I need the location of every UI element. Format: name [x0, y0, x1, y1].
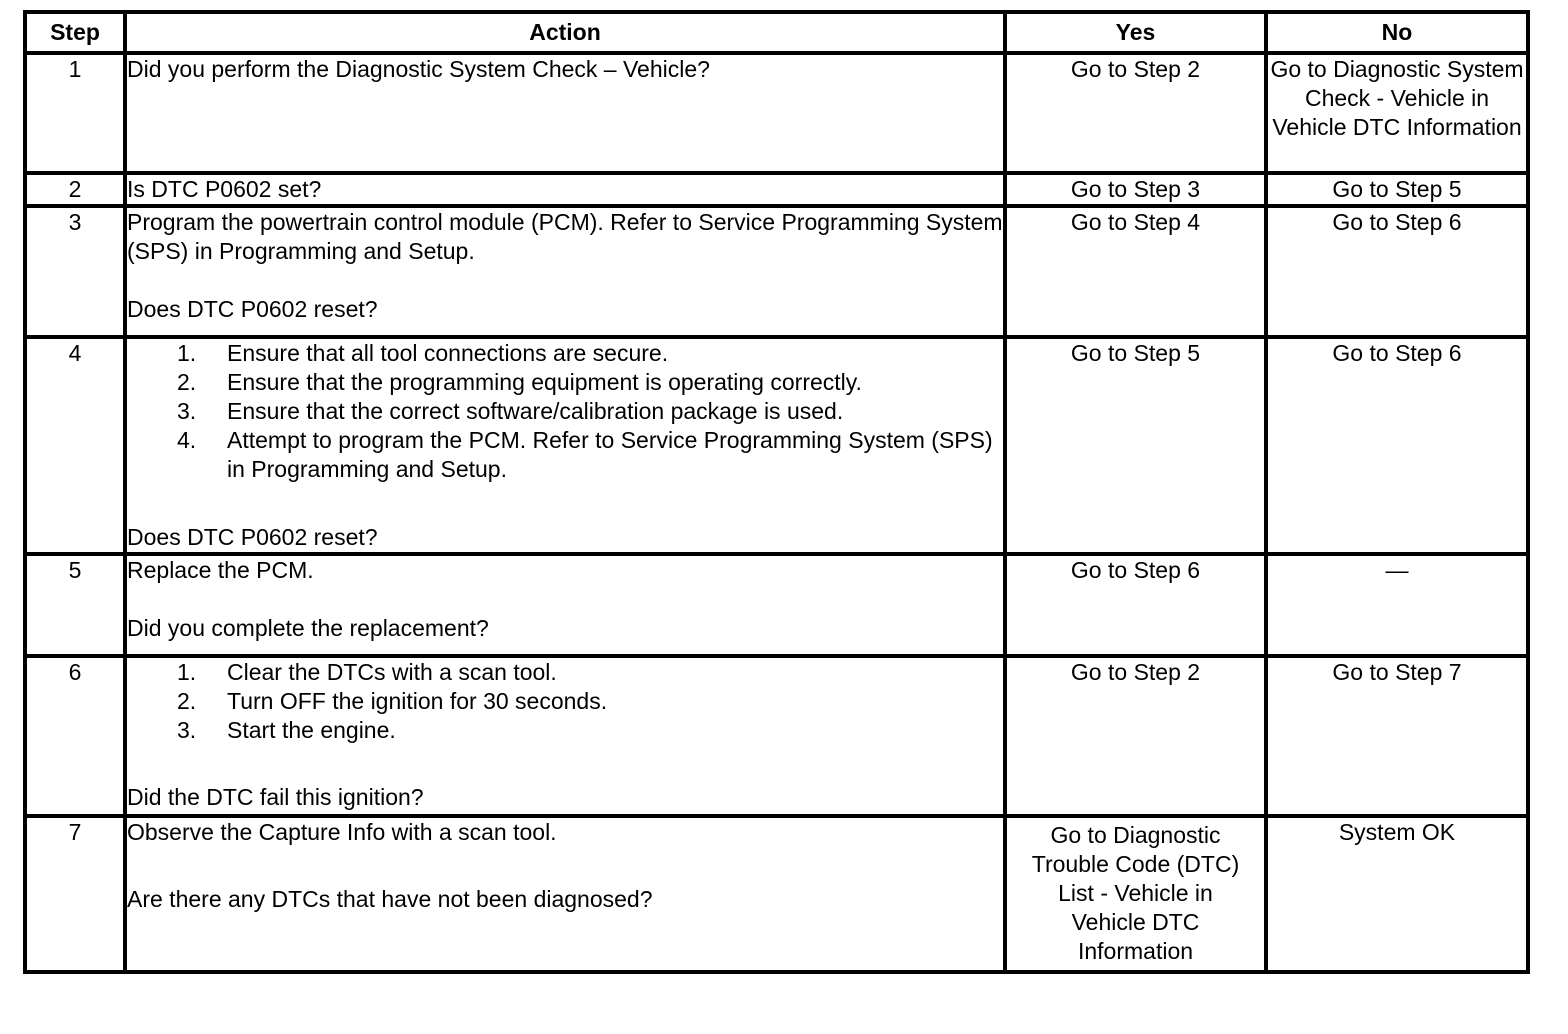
no-cell: Go to Step 5 — [1266, 173, 1528, 206]
table-row — [25, 554, 1528, 656]
table-row — [25, 173, 1528, 206]
action-question: Did you complete the replacement? — [127, 615, 489, 641]
list-item-text: Ensure that the correct software/calibration package is used. — [227, 398, 844, 424]
list-item-text: Turn OFF the ignition for 30 seconds. — [227, 688, 608, 714]
step-number: 3 — [25, 206, 125, 337]
table-row — [25, 206, 1528, 337]
no-cell: Go to Step 7 — [1266, 656, 1528, 816]
yes-cell: Go to Step 2 — [1005, 656, 1266, 816]
spacer — [127, 266, 1003, 295]
yes-cell: Go to Step 4 — [1005, 206, 1266, 337]
list-item — [127, 716, 1003, 745]
list-item-text: Ensure that all tool connections are secure. — [227, 340, 669, 366]
header-no: No — [1266, 12, 1528, 53]
list-item — [127, 368, 1003, 397]
list-item — [127, 397, 1003, 426]
action-question: Did the DTC fail this ignition? — [127, 784, 424, 810]
list-item-text: Ensure that the programming equipment is operating correctly. — [227, 369, 862, 395]
list-item — [127, 687, 1003, 716]
yes-cell: Go to Diagnostic Trouble Code (DTC) List - Vehicle in Vehicle DTC Information — [1005, 816, 1266, 972]
action-cell — [125, 337, 1005, 554]
header-row — [25, 12, 1528, 53]
header-action: Action — [125, 12, 1005, 53]
action-cell — [125, 656, 1005, 816]
spacer — [127, 585, 1003, 614]
action-text: Did you perform the Diagnostic System Check – Vehicle? — [127, 56, 710, 82]
table-row — [25, 816, 1528, 972]
yes-cell: Go to Step 6 — [1005, 554, 1266, 656]
step-number: 1 — [25, 53, 125, 173]
list-item-number: 2. — [177, 369, 197, 395]
action-cell — [125, 206, 1005, 337]
no-cell: Go to Step 6 — [1266, 206, 1528, 337]
list-item — [127, 426, 1003, 484]
action-list — [127, 658, 1003, 745]
action-cell — [125, 554, 1005, 656]
table-row — [25, 337, 1528, 554]
header-step: Step — [25, 12, 125, 53]
list-item-text: Clear the DTCs with a scan tool. — [227, 659, 557, 685]
no-cell: Go to Diagnostic System Check - Vehicle in Vehicle DTC Information — [1266, 53, 1528, 173]
list-item — [127, 339, 1003, 368]
action-cell — [125, 816, 1005, 972]
action-cell — [125, 53, 1005, 173]
step-number: 4 — [25, 337, 125, 554]
action-question: Does DTC P0602 reset? — [127, 524, 378, 550]
action-question: Does DTC P0602 reset? — [127, 296, 378, 322]
spacer — [127, 484, 1003, 513]
spacer — [127, 513, 1003, 523]
action-list — [127, 339, 1003, 484]
action-text: Replace the PCM. — [127, 557, 314, 583]
table-row — [25, 656, 1528, 816]
action-cell — [125, 173, 1005, 206]
header-yes: Yes — [1005, 12, 1266, 53]
spacer — [127, 847, 1003, 885]
list-item-number: 1. — [177, 659, 197, 685]
yes-cell: Go to Step 3 — [1005, 173, 1266, 206]
action-text: Observe the Capture Info with a scan tool. — [127, 819, 557, 845]
no-cell: System OK — [1266, 816, 1528, 972]
table-row — [25, 53, 1528, 173]
list-item-number: 4. — [177, 427, 197, 453]
action-question: Are there any DTCs that have not been diagnosed? — [127, 886, 653, 912]
action-text: Is DTC P0602 set? — [127, 176, 322, 202]
no-cell: — — [1266, 554, 1528, 656]
yes-cell: Go to Step 2 — [1005, 53, 1266, 173]
list-item — [127, 658, 1003, 687]
list-item-number: 3. — [177, 398, 197, 424]
step-number: 7 — [25, 816, 125, 972]
step-number: 6 — [25, 656, 125, 816]
list-item-text: Start the engine. — [227, 717, 396, 743]
list-item-number: 1. — [177, 340, 197, 366]
spacer — [127, 745, 1003, 774]
list-item-number: 2. — [177, 688, 197, 714]
step-number: 2 — [25, 173, 125, 206]
step-number: 5 — [25, 554, 125, 656]
diagnostic-table — [23, 10, 1530, 974]
spacer — [127, 774, 1003, 783]
list-item-number: 3. — [177, 717, 197, 743]
action-text: Program the powertrain control module (PCM). Refer to Service Programming System (SPS) in Programming and Setup. — [127, 209, 1003, 264]
no-cell: Go to Step 6 — [1266, 337, 1528, 554]
list-item-text: Attempt to program the PCM. Refer to Service Programming System (SPS) in Programming and Setup. — [227, 427, 993, 482]
yes-cell: Go to Step 5 — [1005, 337, 1266, 554]
